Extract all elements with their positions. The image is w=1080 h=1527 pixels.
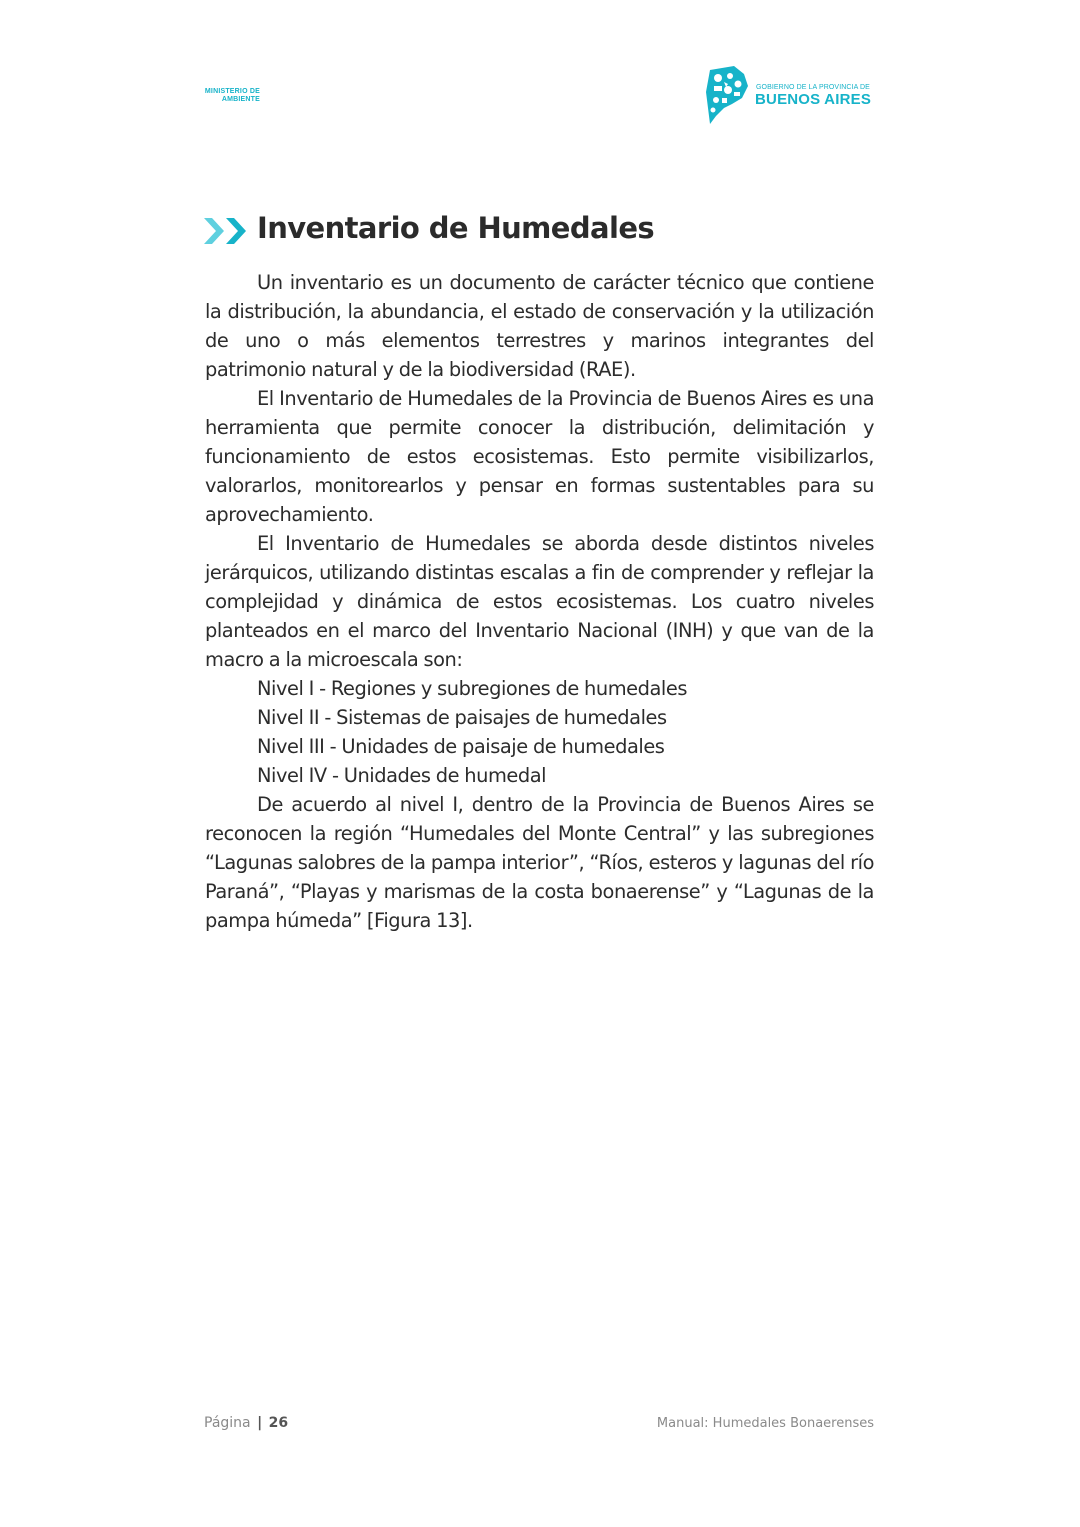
paragraph-regions: De acuerdo al nivel I, dentro de la Provincia de Buenos Aires se reconocen la región “Humedales del Monte Central” y las subregiones “Lagunas salobres de la pampa interior”, “Ríos, esteros y lagunas del río Paraná”, “Playas y marismas de la costa bonaerense” y “Lagunas de la pampa húmeda” [Figura 13]. xyxy=(205,793,874,932)
government-subtitle: GOBIERNO DE LA PROVINCIA DE xyxy=(756,84,870,91)
paragraph-inventory-definition: Un inventario es un documento de carácter técnico que contiene la distribución, la abundancia, el estado de conservación y la utilización de uno o más elementos terrestres y marinos integrantes del patrimonio natural y de la biodiversidad (RAE). xyxy=(205,271,874,381)
ministry-line-1: MINISTERIO DE xyxy=(204,88,260,95)
ministry-logo xyxy=(204,88,260,104)
level-item-2: Nivel II - Sistemas de paisajes de humedales xyxy=(257,706,667,729)
footer-separator: | xyxy=(257,1415,263,1431)
government-logo xyxy=(704,64,884,128)
double-chevron-right-icon xyxy=(204,214,252,248)
manual-title-footer: Manual: Humedales Bonaerenses xyxy=(656,1416,874,1431)
paragraph-inventory-purpose: El Inventario de Humedales de la Provincia de Buenos Aires es una herramienta que permite conocer la distribución, delimitación y funcionamiento de estos ecosistemas. Esto permite visibilizarlos, valorarlos, monitorearlos y pensar en formas sustentables para su aprovechamiento. xyxy=(205,387,874,526)
page-number: 26 xyxy=(268,1415,289,1431)
level-item-3: Nivel III - Unidades de paisaje de humedales xyxy=(257,735,665,758)
level-item-4: Nivel IV - Unidades de humedal xyxy=(257,764,547,787)
province-map-logo-icon xyxy=(704,64,750,126)
page-label: Página xyxy=(204,1415,251,1431)
government-title: BUENOS AIRES xyxy=(755,91,872,108)
page-number-footer xyxy=(204,1415,288,1431)
page-title: Inventario de Humedales xyxy=(257,211,655,245)
ministry-line-2: AMBIENTE xyxy=(221,96,260,103)
level-item-1: Nivel I - Regiones y subregiones de humedales xyxy=(257,677,687,700)
section-header xyxy=(204,206,884,254)
body-text xyxy=(205,268,874,935)
paragraph-inventory-levels: El Inventario de Humedales se aborda desde distintos niveles jerárquicos, utilizando distintas escalas a fin de comprender y reflejar la complejidad y dinámica de estos ecosistemas. Los cuatro niveles planteados en el marco del Inventario Nacional (INH) y que van de la macro a la microescala son: xyxy=(205,532,874,671)
